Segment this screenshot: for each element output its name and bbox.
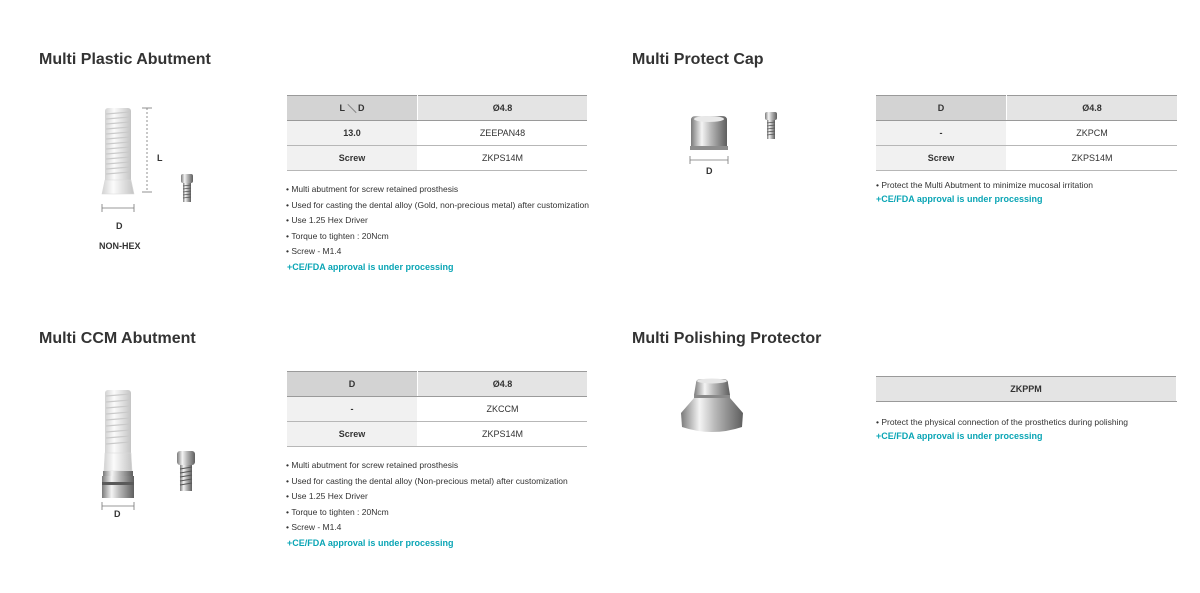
plastic-abutment-notes bbox=[286, 182, 589, 260]
note-item: • Torque to tighten : 20Ncm bbox=[286, 229, 589, 245]
approval-status: +CE/FDA approval is under processing bbox=[876, 194, 1043, 204]
product-code: ZKCCM bbox=[418, 397, 588, 422]
ccm-abutment-spec-table bbox=[287, 371, 587, 447]
product-code-header: ZKPPM bbox=[876, 377, 1177, 402]
note-item: • Torque to tighten : 20Ncm bbox=[286, 505, 568, 521]
approval-status: +CE/FDA approval is under processing bbox=[287, 538, 454, 548]
polishing-protector-spec-table bbox=[876, 376, 1177, 402]
diameter-label-header: D bbox=[876, 96, 1007, 121]
product-code: ZKPCM bbox=[1007, 121, 1178, 146]
screw-code: ZKPS14M bbox=[418, 422, 588, 447]
section-title-protect-cap: Multi Protect Cap bbox=[632, 51, 764, 68]
approval-status: +CE/FDA approval is under processing bbox=[876, 431, 1043, 441]
ccm-abutment-image bbox=[95, 385, 215, 520]
table-row bbox=[876, 121, 1177, 146]
product-code: ZEEPAN48 bbox=[418, 121, 588, 146]
row-label: Screw bbox=[287, 146, 418, 171]
note-item: • Use 1.25 Hex Driver bbox=[286, 489, 568, 505]
diameter-label-header: D bbox=[287, 372, 418, 397]
length-dimension-label: L bbox=[157, 153, 163, 163]
protect-cap-image bbox=[680, 108, 790, 168]
section-title-plastic-abutment: Multi Plastic Abutment bbox=[39, 51, 211, 68]
polishing-protector-notes bbox=[876, 415, 1128, 431]
section-title-ccm-abutment: Multi CCM Abutment bbox=[39, 330, 196, 347]
table-row bbox=[287, 397, 587, 422]
diameter-dimension-label: D bbox=[116, 221, 123, 231]
diameter-dimension-label: D bbox=[706, 166, 713, 176]
row-label: - bbox=[287, 397, 418, 422]
hex-type-label: NON-HEX bbox=[99, 241, 141, 251]
section-title-polishing-protector: Multi Polishing Protector bbox=[632, 330, 822, 347]
screw-code: ZKPS14M bbox=[1007, 146, 1178, 171]
note-item: • Used for casting the dental alloy (Gold, non-precious metal) after customization bbox=[286, 198, 589, 214]
note-item: • Protect the physical connection of the prosthetics during polishing bbox=[876, 415, 1128, 431]
row-label: - bbox=[876, 121, 1007, 146]
diameter-header: Ø4.8 bbox=[418, 372, 588, 397]
table-row bbox=[876, 146, 1177, 171]
row-label: Screw bbox=[287, 422, 418, 447]
diameter-header: Ø4.8 bbox=[418, 96, 588, 121]
diameter-dimension-label: D bbox=[114, 509, 121, 519]
length-diameter-header: L D bbox=[287, 96, 418, 121]
row-label: 13.0 bbox=[287, 121, 418, 146]
table-row bbox=[287, 422, 587, 447]
note-item: • Use 1.25 Hex Driver bbox=[286, 213, 589, 229]
protect-cap-notes bbox=[876, 178, 1093, 194]
note-item: • Used for casting the dental alloy (Non-precious metal) after customization bbox=[286, 474, 568, 490]
table-row bbox=[287, 121, 587, 146]
screw-code: ZKPS14M bbox=[418, 146, 588, 171]
ccm-abutment-notes bbox=[286, 458, 568, 536]
diameter-header: Ø4.8 bbox=[1007, 96, 1178, 121]
table-header-row bbox=[876, 96, 1177, 121]
approval-status: +CE/FDA approval is under processing bbox=[287, 262, 454, 272]
row-label: Screw bbox=[876, 146, 1007, 171]
note-item: • Protect the Multi Abutment to minimize mucosal irritation bbox=[876, 178, 1093, 194]
note-item: • Multi abutment for screw retained prosthesis bbox=[286, 182, 589, 198]
polishing-protector-image bbox=[670, 375, 760, 445]
table-header-row bbox=[876, 377, 1177, 402]
table-header-row bbox=[287, 372, 587, 397]
table-row bbox=[287, 146, 587, 171]
note-item: • Multi abutment for screw retained prosthesis bbox=[286, 458, 568, 474]
note-item: • Screw - M1.4 bbox=[286, 520, 568, 536]
note-item: • Screw - M1.4 bbox=[286, 244, 589, 260]
plastic-abutment-spec-table bbox=[287, 95, 587, 171]
table-header-row bbox=[287, 96, 587, 121]
plastic-abutment-image bbox=[95, 100, 215, 225]
protect-cap-spec-table bbox=[876, 95, 1177, 171]
